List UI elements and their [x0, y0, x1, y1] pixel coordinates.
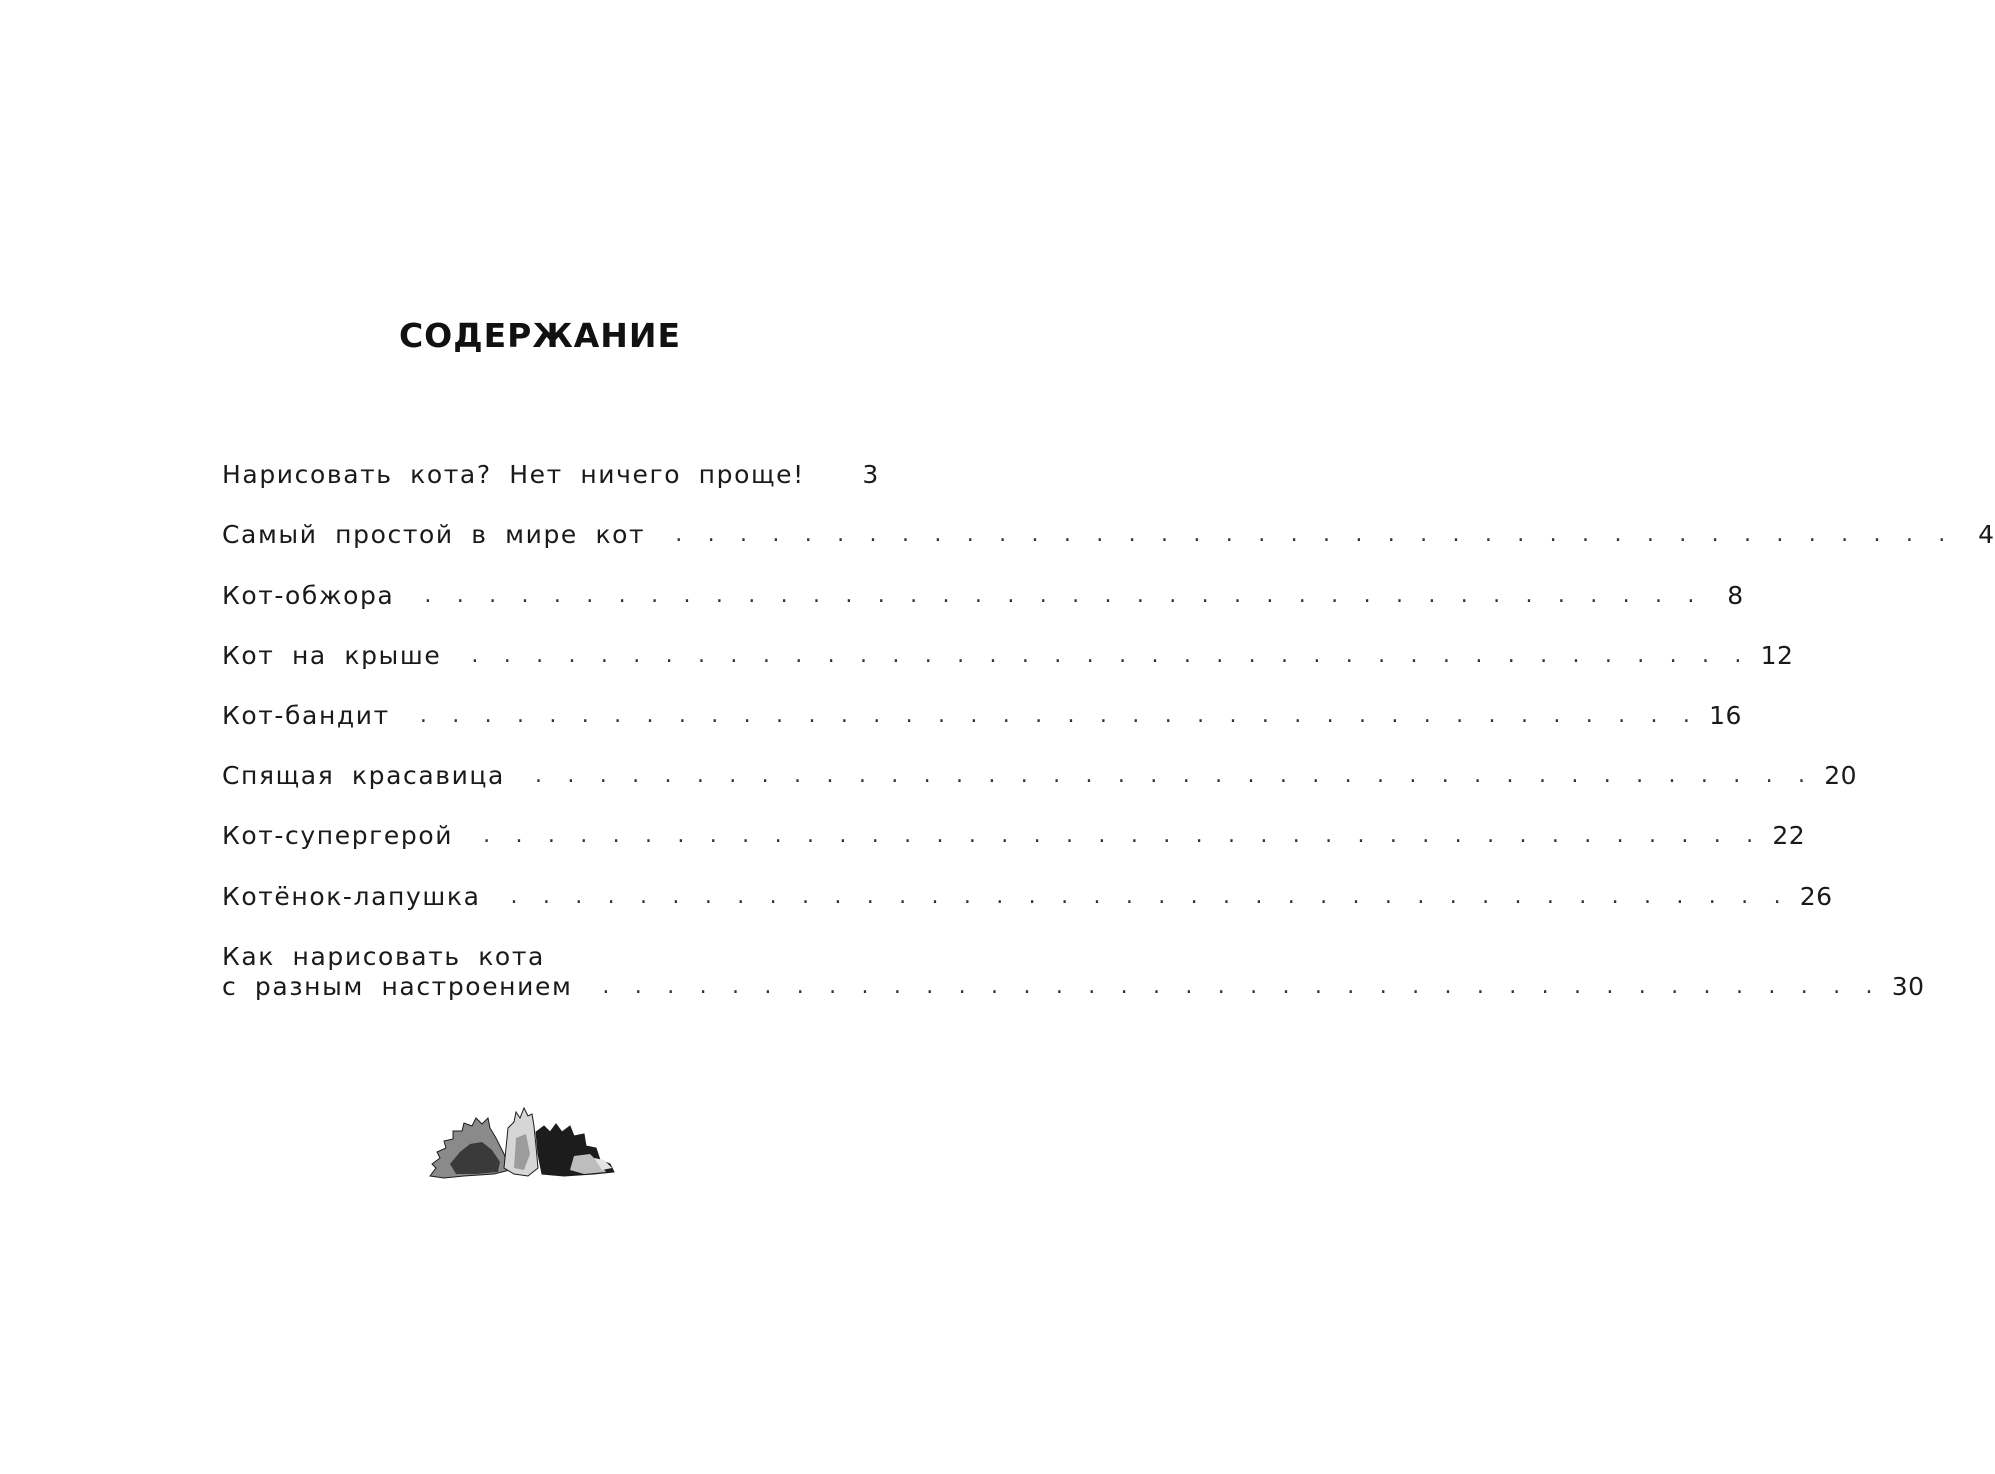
toc-entry-page: 26	[1799, 881, 1833, 911]
toc-entry-9[interactable]	[222, 922, 1925, 1012]
dot-leader: . . . . . . . . . . . . . . . . . . . . . . . . . . . . . . . . . . . . . . . .	[534, 763, 1811, 789]
toc-entry-page: 4	[1978, 520, 1995, 550]
toc-entry-title: Кот-обжора	[222, 580, 395, 610]
pencil-shavings-icon	[424, 1098, 620, 1180]
toc-entry-8[interactable]	[222, 861, 1833, 921]
toc-entry-3[interactable]	[222, 560, 1744, 620]
dot-leader: . . . . . . . . . . . . . . . . . . . . . . . . . . . . . . . . . . . . . . . .	[675, 522, 1951, 548]
dot-leader: . . . . . . . . . . . . . . . . . . . . . . . . . . . . . . . . . . . . . . . .	[483, 823, 1759, 849]
toc-entry-1[interactable]	[222, 440, 879, 500]
toc-entry-page: 16	[1709, 700, 1742, 730]
toc-entry-page: 30	[1891, 971, 1925, 1001]
toc-entry-7[interactable]	[222, 801, 1806, 861]
dot-leader: . . . . . . . . . . . . . . . . . . . . . . . . . . . . . . . . . . . . . . . .	[602, 973, 1878, 999]
dot-leader: . . . . . . . . . . . . . . . . . . . . . . . . . . . . . . . . . . . . . . . .	[510, 883, 1786, 909]
toc-entry-title: Котёнок-лапушка	[222, 881, 481, 911]
toc-entry-title: Самый простой в мире кот	[222, 520, 646, 550]
page-title: СОДЕРЖАНИЕ	[398, 316, 682, 355]
toc-entry-title: Кот-супергерой	[222, 821, 454, 851]
toc-entry-title: Кот на крыше	[222, 640, 442, 670]
toc-entry-title-line-1: Как нарисовать кота	[222, 941, 545, 971]
toc-entry-page: 20	[1824, 761, 1858, 791]
toc-entry-page: 12	[1760, 640, 1794, 670]
toc-entry-5[interactable]	[222, 681, 1742, 741]
dot-leader: . . . . . . . . . . . . . . . . . . . . . . . . . . . . . . . . . . . . . . . .	[471, 642, 1747, 668]
toc-entry-page: 22	[1772, 821, 1806, 851]
toc-entry-6[interactable]	[222, 741, 1858, 801]
toc-entry-title	[222, 942, 572, 1002]
toc-entry-page: 8	[1727, 580, 1744, 610]
toc-entry-title: Кот-бандит	[222, 700, 390, 730]
dot-leader: . . . . . . . . . . . . . . . . . . . . . . . . . . . . . . . . . . . . . . . .	[424, 582, 1700, 608]
table-of-contents	[222, 440, 1995, 1012]
toc-entry-title: Нарисовать кота? Нет ничего проще!	[222, 460, 805, 490]
toc-entry-page: 3	[862, 460, 879, 490]
toc-entry-4[interactable]	[222, 621, 1794, 681]
toc-entry-2[interactable]	[222, 500, 1995, 560]
toc-entry-title: Спящая красавица	[222, 761, 505, 791]
toc-entry-title-line-2: с разным настроением	[222, 971, 573, 1001]
dot-leader: . . . . . . . . . . . . . . . . . . . . . . . . . . . . . . . . . . . . . . . .	[419, 702, 1696, 728]
